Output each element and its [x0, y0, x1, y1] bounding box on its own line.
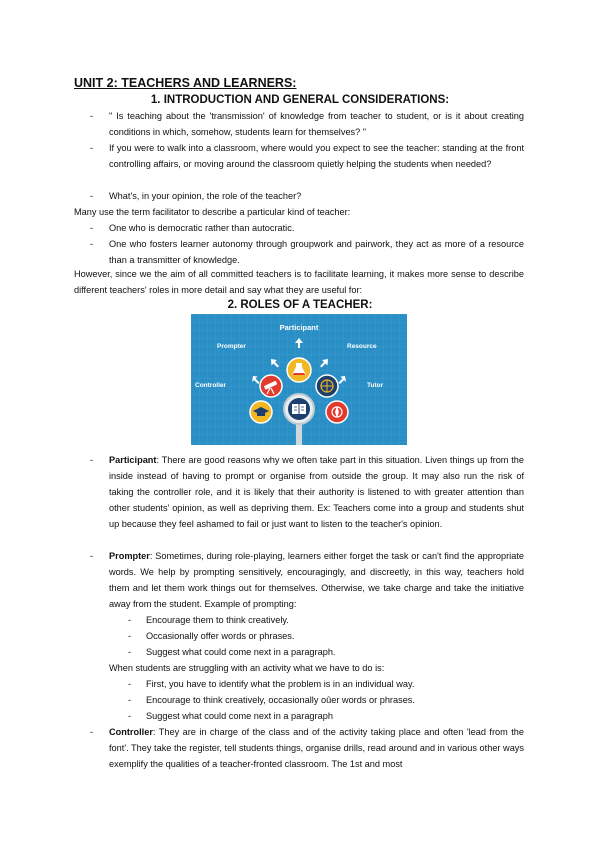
bullet-dash: - [90, 111, 94, 121]
bullet-dash: - [128, 679, 132, 689]
intro-bullet-1: " Is teaching about the 'transmission' of knowledge from teacher to student, or is it about creating conditions in which, somehow, students learn for themselves? " [109, 111, 524, 137]
figure-label-prompter: Prompter [217, 343, 246, 350]
intro-bullet-2: If you were to walk into a classroom, where would you expect to see the teacher: standing at the front controlling affairs, or moving around the classroom quietly helping the students when needed? [109, 143, 524, 169]
bullet-dash: - [128, 647, 132, 657]
bullet-dash: - [128, 615, 132, 625]
struggling-step-3: Suggest what could come next in a paragraph [146, 711, 333, 721]
bullet-dash: - [90, 455, 94, 465]
figure-label-tutor: Tutor [367, 382, 384, 389]
struggling-intro: When students are struggling with an activity what we have to do is: [109, 663, 385, 673]
bullet-dash: - [90, 727, 94, 737]
compass-icon [326, 401, 348, 423]
role-participant [109, 452, 524, 532]
bullet-dash: - [90, 551, 94, 561]
bullet-dash: - [128, 631, 132, 641]
flask-icon [287, 358, 311, 382]
facilitator-bullet-2: One who fosters learner autonomy through groupwork and pairwork, they act as more of a resource than a transmitter of knowledge. [109, 239, 524, 265]
unit-title: UNIT 2: TEACHERS AND LEARNERS: [74, 76, 297, 90]
bullet-dash: - [90, 223, 94, 233]
bullet-dash: - [90, 239, 94, 249]
role-prompter [109, 548, 524, 612]
struggling-step-1: First, you have to identify what the problem is in an individual way. [146, 679, 415, 689]
however-paragraph: However, since we the aim of all committed teachers is to facilitate learning, it makes more sense to describe different teachers' roles in more detail and say what they are useful for: [74, 269, 524, 295]
role-term-participant: Participant [109, 455, 157, 465]
bullet-dash: - [128, 695, 132, 705]
facilitator-intro: Many use the term facilitator to describe a particular kind of teacher: [74, 207, 351, 217]
prompting-example-1: Encourage them to think creatively. [146, 615, 289, 625]
figure-label-resource: Resource [347, 343, 377, 350]
bullet-dash: - [90, 143, 94, 153]
figure-label-participant: Participant [279, 323, 319, 332]
struggling-step-2: Encourage to think creatively, occasionally oûer words or phrases. [146, 695, 415, 705]
intro-bullet-3: What's, in your opinion, the role of the teacher? [109, 191, 302, 201]
prompting-example-2: Occasionally offer words or phrases. [146, 631, 295, 641]
globe-icon [316, 375, 338, 397]
prompting-example-3: Suggest what could come next in a paragraph. [146, 647, 336, 657]
graduation-cap-icon [250, 401, 272, 423]
telescope-icon [260, 375, 282, 397]
role-term-prompter: Prompter [109, 551, 150, 561]
bullet-dash: - [90, 191, 94, 201]
role-text-prompter: : Sometimes, during role-playing, learners either forget the task or can't find the appropriate words. We help by prompting sensitively, encouragingly, and discreetly, in this way, teachers hold them and let them work things out for themselves. Otherwise, we take charge and take the initiative away from the student. Example of prompting: [109, 551, 524, 609]
role-controller [109, 724, 524, 772]
teacher-roles-figure [191, 314, 407, 445]
role-term-controller: Controller [109, 727, 153, 737]
role-text-participant: : There are good reasons why we often take part in this situation. Liven things up from the inside instead of having to prompt or organise from outside the group. It may also run the risk of taking the controller role, and it is likely that their authority is listened to with greater attention than other students' opinion, as well as depriving them. Ex: Teachers come into a group and students shut up because they feel ashamed to fail or just want to listen to the teacher's opinion. [109, 455, 524, 529]
bullet-dash: - [128, 711, 132, 721]
role-text-controller: : They are in charge of the class and of the activity taking place and often 'lead from the font'. They take the register, tell students things, organise drills, read around and in various other ways exemplify the qualities of a teacher-fronted classroom. The 1st and most [109, 727, 524, 769]
facilitator-bullet-1: One who is democratic rather than autocratic. [109, 223, 295, 233]
section-heading-roles: 2. ROLES OF A TEACHER: [227, 299, 373, 311]
figure-label-controller: Controller [195, 382, 227, 389]
section-heading-introduction: 1. INTRODUCTION AND GENERAL CONSIDERATIONS: [150, 94, 450, 106]
